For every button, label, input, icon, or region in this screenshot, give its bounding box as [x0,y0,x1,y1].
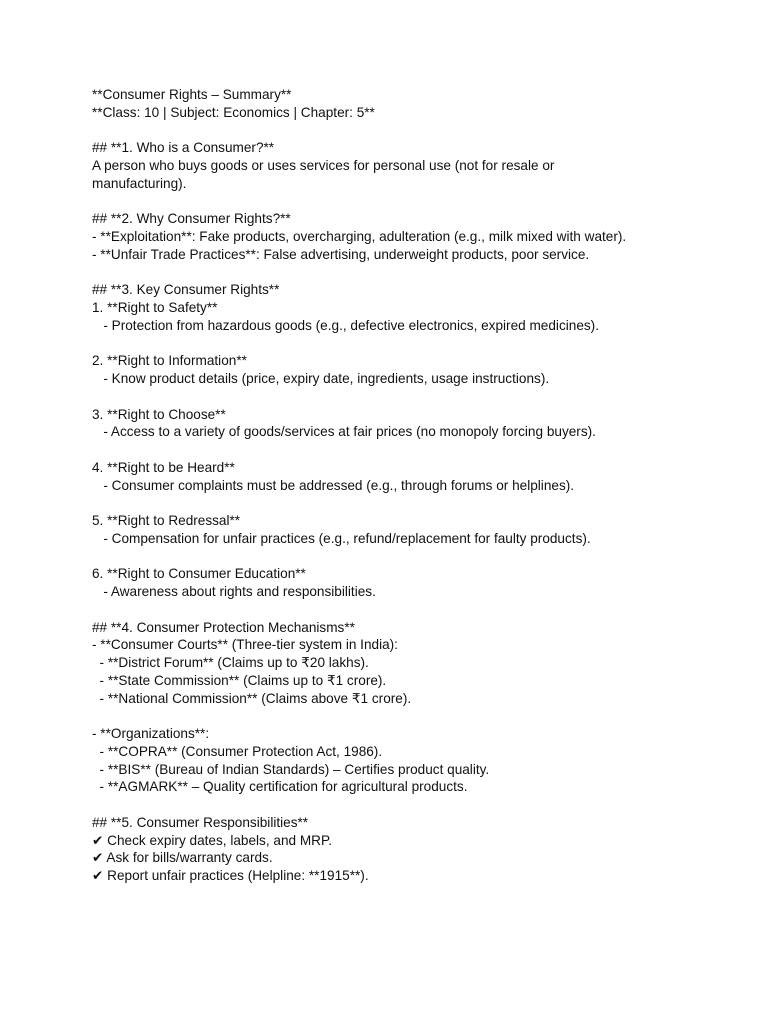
spacer [92,601,752,619]
section-2-heading: ## **2. Why Consumer Rights?** [92,211,291,227]
right-title: 6. **Right to Consumer Education** [92,566,306,582]
organizations-line: - **COPRA** (Consumer Protection Act, 1986). [92,743,383,759]
right-detail: - Know product details (price, expiry date, ingredients, usage instructions). [92,371,550,386]
right-detail: - Awareness about rights and responsibilities. [92,584,376,599]
spacer [92,441,752,459]
courts-line: - **Consumer Courts** (Three-tier system in India): [92,637,398,653]
spacer [92,264,752,282]
section-1-line: A person who buys goods or uses services for personal use (not for resale or [92,158,555,173]
responsibility-item: ✔ Report unfair practices (Helpline: **1915**). [92,868,369,883]
right-detail: - Compensation for unfair practices (e.g., refund/replacement for faulty products). [92,530,591,546]
document-meta: **Class: 10 | Subject: Economics | Chapter: 5** [92,104,375,120]
spacer [92,796,752,814]
right-title: 1. **Right to Safety** [92,300,218,315]
spacer [92,548,752,566]
responsibility-item: ✔ Check expiry dates, labels, and MRP. [92,832,333,848]
section-5-heading: ## **5. Consumer Responsibilities** [92,814,309,830]
spacer [92,388,752,406]
organizations-line: - **BIS** (Bureau of Indian Standards) – Certifies product quality. [92,761,490,777]
section-2-line: - **Unfair Trade Practices**: False advertising, underweight products, poor service. [92,246,590,262]
section-4-heading: ## **4. Consumer Protection Mechanisms** [92,619,355,635]
responsibility-item: ✔ Ask for bills/warranty cards. [92,850,273,866]
right-detail: - Protection from hazardous goods (e.g., defective electronics, expired medicines). [92,317,599,333]
right-title: 5. **Right to Redressal** [92,513,241,528]
spacer [92,335,752,353]
section-1-heading: ## **1. Who is a Consumer?** [92,140,275,156]
spacer [92,122,752,140]
courts-line: - **State Commission** (Claims up to ₹1 crore). [92,672,387,688]
spacer [92,707,752,725]
spacer [92,193,752,211]
right-title: 2. **Right to Information** [92,353,247,369]
right-detail: - Consumer complaints must be addressed (e.g., through forums or helplines). [92,477,575,493]
right-title: 4. **Right to be Heard** [92,459,235,475]
section-2-line: - **Exploitation**: Fake products, overcharging, adulteration (e.g., milk mixed with water). [92,229,627,244]
organizations-line: - **AGMARK** – Quality certification for agricultural products. [92,779,468,795]
right-detail: - Access to a variety of goods/services at fair prices (no monopoly forcing buyers). [92,424,596,440]
spacer [92,494,752,512]
document-body [92,86,752,885]
organizations-line: - **Organizations**: [92,726,210,741]
section-1-line: manufacturing). [92,175,187,191]
right-title: 3. **Right to Choose** [92,406,226,422]
section-3-heading: ## **3. Key Consumer Rights** [92,282,280,298]
document-title: **Consumer Rights – Summary** [92,87,292,102]
courts-line: - **District Forum** (Claims up to ₹20 lakhs). [92,655,369,670]
courts-line: - **National Commission** (Claims above ₹1 crore). [92,690,412,706]
